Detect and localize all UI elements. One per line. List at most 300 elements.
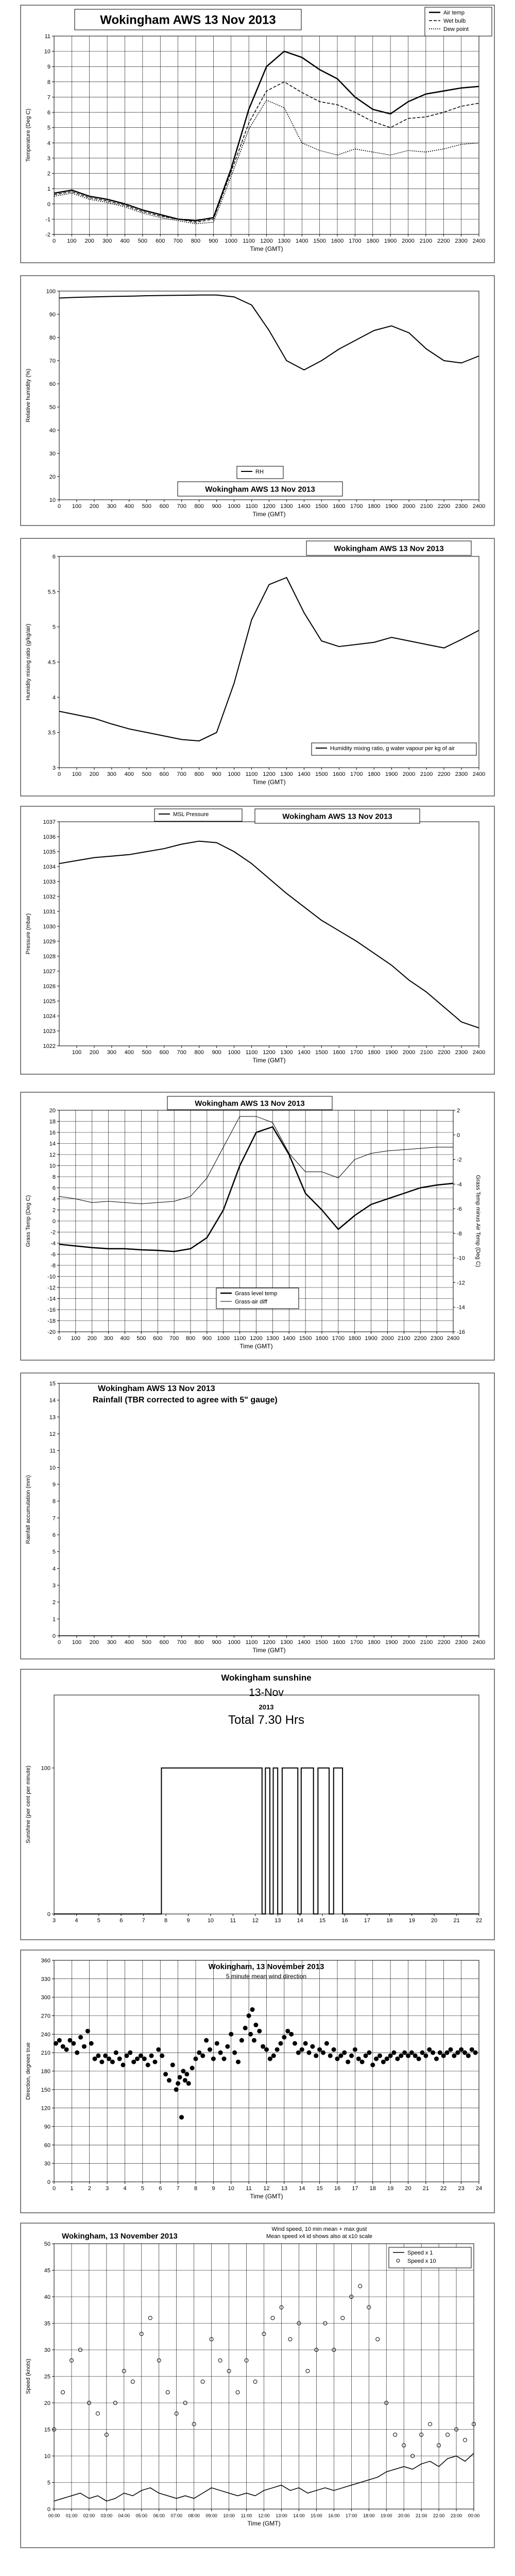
- x-tick-label: 1900: [385, 1049, 398, 1056]
- y-tick-label: 1033: [43, 879, 56, 885]
- y2-tick-label: -10: [457, 1255, 465, 1262]
- y-tick-label: 8: [52, 1498, 56, 1505]
- data-point: [434, 2057, 439, 2061]
- data-point: [392, 2050, 397, 2055]
- x-tick-label: 2300: [430, 1335, 443, 1342]
- x-tick-label: 1800: [368, 503, 381, 510]
- data-point: [441, 2054, 446, 2058]
- y-axis-label: Pressure (mbar): [25, 913, 31, 955]
- x-tick-label: 1700: [350, 1049, 363, 1056]
- x-tick-label: 400: [124, 1639, 134, 1646]
- x-tick-label: 600: [156, 238, 165, 244]
- x-axis-label: Time (GMT): [239, 1343, 273, 1350]
- data-point: [306, 2369, 310, 2373]
- y-tick-label: 30: [44, 2161, 50, 2167]
- data-point: [121, 2063, 126, 2067]
- data-point: [178, 2075, 182, 2079]
- x-tick-label: 2400: [447, 1335, 460, 1342]
- data-point: [446, 2433, 450, 2436]
- x-tick-label: 1400: [298, 503, 311, 510]
- chart-title: Wokingham, 13 November 2013: [62, 2232, 178, 2241]
- y-tick-label: 5: [47, 2480, 50, 2486]
- y-tick-label: 1029: [43, 939, 56, 945]
- x-tick-label: 21:00: [415, 2513, 427, 2518]
- data-point: [128, 2050, 132, 2055]
- x-tick-label: 200: [84, 238, 94, 244]
- data-point: [455, 2050, 460, 2055]
- data-point: [374, 2057, 379, 2061]
- data-point: [275, 2047, 280, 2052]
- y-tick-label: 11: [49, 1448, 56, 1454]
- data-point: [288, 2337, 292, 2341]
- data-point: [466, 2054, 471, 2058]
- y-tick-label: -2: [50, 1229, 56, 1236]
- y-tick-label: 10: [44, 48, 50, 55]
- x-tick-label: 1400: [298, 771, 311, 777]
- y-tick-label: 360: [41, 1958, 50, 1964]
- plot-area: [59, 556, 479, 768]
- x-tick-label: 700: [177, 771, 186, 777]
- legend-label: Speed x 10: [407, 2258, 436, 2264]
- x-tick-label: 14: [297, 1918, 303, 1924]
- x-tick-label: 1800: [366, 238, 379, 244]
- x-tick-label: 2300: [455, 503, 468, 510]
- y-tick-label: 60: [49, 381, 56, 387]
- y-tick-label: 80: [49, 335, 56, 341]
- data-point: [470, 2047, 474, 2052]
- data-point: [328, 2054, 333, 2058]
- data-point: [338, 2054, 343, 2058]
- x-tick-label: 01:00: [65, 2513, 78, 2518]
- y-axis-label: Relative humidity (%): [25, 368, 31, 422]
- y-tick-label: 5: [52, 624, 56, 631]
- y-tick-label: 3: [52, 1583, 56, 1589]
- x-tick-label: 8: [164, 1918, 168, 1924]
- x-tick-label: 500: [142, 1049, 151, 1056]
- x-tick-label: 07:00: [170, 2513, 182, 2518]
- data-point: [268, 2057, 272, 2061]
- y-tick-label: 40: [44, 2294, 50, 2300]
- x-axis-label: Time (GMT): [250, 245, 283, 252]
- data-point: [163, 2072, 168, 2076]
- x-tick-label: 5: [97, 1918, 100, 1924]
- chart-year: 2013: [259, 1703, 274, 1711]
- x-tick-label: 100: [71, 1335, 81, 1342]
- data-point: [341, 2316, 345, 2320]
- y-tick-label: 6: [47, 110, 50, 116]
- x-tick-label: 1500: [315, 771, 328, 777]
- x-tick-label: 100: [72, 771, 82, 777]
- y-tick-label: 1025: [43, 998, 56, 1005]
- data-point: [285, 2029, 290, 2033]
- x-tick-label: 600: [159, 1639, 169, 1646]
- x-tick-label: 0: [57, 503, 61, 510]
- data-point: [332, 2047, 336, 2052]
- x-tick-label: 1200: [263, 1049, 276, 1056]
- x-tick-label: 1800: [368, 1639, 381, 1646]
- data-point: [420, 2050, 425, 2055]
- data-point: [208, 2047, 212, 2052]
- x-tick-label: 0: [57, 1335, 61, 1342]
- chart-frame: [21, 538, 494, 796]
- data-point: [181, 2069, 185, 2074]
- y-tick-label: 180: [41, 2069, 50, 2075]
- legend-label: Wet bulb: [443, 18, 466, 24]
- data-point: [179, 2115, 184, 2120]
- data-point: [229, 2032, 233, 2037]
- data-point: [96, 2412, 99, 2415]
- x-tick-label: 300: [102, 238, 112, 244]
- x-tick-label: 24: [475, 2185, 483, 2192]
- data-point: [96, 2054, 100, 2058]
- chart-subtitle: 5 minute mean wind direction: [226, 1973, 307, 1980]
- y-tick-label: 6: [52, 1532, 56, 1538]
- y-tick-label: 150: [41, 2087, 50, 2093]
- y-tick-label: 1028: [43, 954, 56, 960]
- x-tick-label: 300: [107, 771, 117, 777]
- y-tick-label: 2: [47, 171, 50, 177]
- data-point: [388, 2054, 393, 2058]
- x-tick-label: 16: [341, 1918, 348, 1924]
- x-tick-label: 02:00: [83, 2513, 95, 2518]
- x-tick-label: 1300: [280, 771, 293, 777]
- data-point: [342, 2050, 347, 2055]
- x-tick-label: 800: [191, 238, 201, 244]
- x-tick-label: 6: [119, 1918, 123, 1924]
- x-tick-label: 2400: [472, 503, 486, 510]
- data-point: [289, 2032, 294, 2037]
- y-tick-label: 45: [44, 2267, 50, 2274]
- x-tick-label: 13: [274, 1918, 281, 1924]
- x-tick-label: 2000: [402, 238, 415, 244]
- data-point: [243, 2026, 248, 2030]
- x-tick-label: 300: [107, 1639, 117, 1646]
- data-point: [464, 2438, 467, 2442]
- data-point: [310, 2044, 315, 2049]
- data-point: [239, 2038, 244, 2043]
- y-tick-label: 9: [52, 1482, 56, 1488]
- data-point: [93, 2057, 97, 2061]
- data-point: [300, 2047, 304, 2052]
- x-tick-label: 03:00: [100, 2513, 113, 2518]
- y-tick-label: 90: [49, 312, 56, 318]
- data-point: [393, 2433, 397, 2436]
- y-tick-label: 1: [52, 1616, 56, 1623]
- y-tick-label: 1035: [43, 849, 56, 855]
- y-tick-label: 13: [49, 1414, 56, 1421]
- data-point: [335, 2057, 340, 2061]
- data-point: [184, 2072, 189, 2076]
- x-tick-label: 300: [104, 1335, 113, 1342]
- x-tick-label: 800: [194, 503, 204, 510]
- x-tick-label: 1700: [349, 238, 362, 244]
- y-tick-label: 10: [44, 2453, 50, 2460]
- x-tick-label: 1700: [350, 503, 363, 510]
- data-point: [261, 2044, 265, 2049]
- x-tick-label: 2300: [455, 1639, 468, 1646]
- data-point: [142, 2057, 147, 2061]
- data-point: [271, 2054, 276, 2058]
- x-tick-label: 2100: [420, 503, 433, 510]
- chart-title: Wokingham AWS 13 Nov 2013: [205, 485, 315, 494]
- data-point: [160, 2054, 164, 2058]
- y-tick-label: -2: [45, 232, 50, 238]
- x-tick-label: 1900: [384, 238, 397, 244]
- x-tick-label: 1200: [263, 771, 276, 777]
- x-tick-label: 1600: [333, 771, 346, 777]
- plot-area: [59, 1383, 479, 1636]
- chart-title: Wokingham AWS 13 Nov 2013: [195, 1099, 305, 1108]
- data-point: [271, 2316, 274, 2320]
- x-tick-label: 0: [52, 238, 56, 244]
- y-tick-label: 1031: [43, 909, 56, 915]
- data-point: [186, 2081, 191, 2086]
- data-point: [236, 2060, 241, 2064]
- x-tick-label: 15:00: [311, 2513, 322, 2518]
- y-tick-label: 30: [44, 2347, 50, 2353]
- y-tick-label: 240: [41, 2031, 50, 2038]
- y-tick-label: -16: [47, 1307, 56, 1313]
- y-tick-label: 270: [41, 2013, 50, 2020]
- data-point: [211, 2057, 216, 2061]
- chart-frame: [21, 806, 494, 1074]
- x-tick-label: 12:00: [258, 2513, 270, 2518]
- y-axis-label: Direction, degrees true: [25, 2042, 31, 2100]
- data-point: [395, 2057, 400, 2061]
- data-point: [166, 2391, 169, 2394]
- data-point: [85, 2029, 90, 2033]
- y-tick-label: 10: [49, 1163, 56, 1170]
- y-axis-label: Rainfall accumulation (mm): [25, 1475, 31, 1544]
- x-tick-label: 22: [440, 2185, 447, 2192]
- data-point: [176, 2081, 180, 2086]
- x-tick-label: 200: [89, 503, 99, 510]
- chart-frame: [21, 1373, 494, 1659]
- x-tick-label: 600: [153, 1335, 163, 1342]
- data-point: [445, 2050, 450, 2055]
- x-tick-label: 21: [453, 1918, 460, 1924]
- x-tick-label: 23:00: [450, 2513, 462, 2518]
- x-tick-label: 00:00: [48, 2513, 60, 2518]
- x-tick-label: 700: [169, 1335, 179, 1342]
- y-tick-label: 5: [47, 125, 50, 131]
- data-point: [303, 2041, 308, 2046]
- x-tick-label: 2100: [420, 1049, 433, 1056]
- y2-axis-label: Grass Temp minus Air Temp (Deg C): [475, 1175, 481, 1267]
- x-tick-label: 12: [252, 1918, 259, 1924]
- x-tick-label: 800: [194, 771, 204, 777]
- data-point: [376, 2337, 380, 2341]
- x-tick-label: 2000: [381, 1335, 394, 1342]
- x-tick-label: 500: [142, 503, 151, 510]
- y-tick-label: 1037: [43, 819, 56, 825]
- y-tick-label: 7: [47, 94, 50, 101]
- y-tick-label: 14: [49, 1397, 56, 1404]
- x-tick-label: 18: [369, 2185, 376, 2192]
- plot-area: [54, 1695, 479, 1914]
- x-tick-label: 3: [52, 1918, 56, 1924]
- x-tick-label: 2000: [402, 771, 416, 777]
- data-point: [204, 2038, 209, 2043]
- y-tick-label: 4: [52, 1566, 56, 1572]
- x-tick-label: 1900: [385, 1639, 398, 1646]
- x-tick-label: 0: [52, 2185, 56, 2192]
- data-point: [377, 2054, 382, 2058]
- x-tick-label: 1400: [298, 1639, 311, 1646]
- y-tick-label: 3.5: [47, 730, 56, 736]
- data-point: [167, 2078, 171, 2082]
- data-point: [264, 2047, 269, 2052]
- x-tick-label: 800: [194, 1049, 204, 1056]
- y-tick-label: -1: [45, 216, 50, 223]
- y-tick-label: 1026: [43, 984, 56, 990]
- y-tick-label: 210: [41, 2050, 50, 2057]
- data-point: [148, 2316, 152, 2320]
- y2-tick-label: -8: [457, 1230, 462, 1237]
- x-tick-label: 1500: [315, 1049, 328, 1056]
- series-line: [59, 295, 479, 370]
- x-tick-label: 1700: [350, 771, 363, 777]
- y2-tick-label: -14: [457, 1304, 465, 1311]
- data-point: [248, 2032, 253, 2037]
- data-point: [135, 2057, 140, 2061]
- x-tick-label: 9: [212, 2185, 215, 2192]
- legend-label: Air temp: [443, 10, 465, 16]
- x-tick-label: 100: [72, 1049, 82, 1056]
- y-tick-label: 20: [44, 2400, 50, 2406]
- x-tick-label: 1: [70, 2185, 74, 2192]
- x-tick-label: 17: [364, 1918, 371, 1924]
- x-tick-label: 300: [107, 503, 117, 510]
- data-point: [99, 2060, 104, 2064]
- x-tick-label: 05:00: [135, 2513, 148, 2518]
- x-tick-label: 200: [89, 771, 99, 777]
- x-tick-label: 9: [186, 1918, 190, 1924]
- y-tick-label: 7: [52, 1515, 56, 1522]
- y-tick-label: 50: [44, 2241, 50, 2247]
- x-tick-label: 1100: [245, 503, 258, 510]
- x-tick-label: 600: [159, 771, 169, 777]
- x-tick-label: 600: [159, 503, 169, 510]
- x-tick-label: 15: [316, 2185, 323, 2192]
- x-tick-label: 04:00: [118, 2513, 130, 2518]
- data-point: [57, 2038, 62, 2043]
- x-tick-label: 1400: [296, 238, 308, 244]
- x-tick-label: 800: [194, 1639, 204, 1646]
- y-tick-label: 15: [49, 1381, 56, 1387]
- data-point: [71, 2041, 76, 2046]
- y-tick-label: -4: [50, 1241, 56, 1247]
- x-tick-label: 19: [387, 2185, 394, 2192]
- data-point: [200, 2054, 205, 2058]
- y-tick-label: -18: [47, 1318, 56, 1325]
- data-point: [349, 2054, 354, 2058]
- x-tick-label: 1000: [228, 771, 241, 777]
- y-tick-label: 2: [52, 1599, 56, 1606]
- y-tick-label: 4: [52, 1196, 56, 1202]
- y-tick-label: 25: [44, 2374, 50, 2380]
- data-point: [423, 2054, 428, 2058]
- y-tick-label: 8: [47, 79, 50, 86]
- y-tick-label: 330: [41, 1976, 50, 1982]
- data-point: [452, 2054, 456, 2058]
- y-tick-label: 300: [41, 1994, 50, 2001]
- y-tick-label: 100: [41, 1765, 50, 1772]
- x-tick-label: 500: [142, 771, 151, 777]
- x-tick-label: 13: [281, 2185, 287, 2192]
- data-point: [61, 2044, 65, 2049]
- y-tick-label: 5.5: [47, 589, 56, 596]
- x-tick-label: 1600: [315, 1335, 329, 1342]
- x-tick-label: 700: [173, 238, 183, 244]
- x-tick-label: 16:00: [328, 2513, 340, 2518]
- y-tick-label: -12: [47, 1285, 56, 1291]
- data-point: [218, 2050, 223, 2055]
- x-tick-label: 1300: [278, 238, 291, 244]
- x-tick-label: 400: [120, 238, 130, 244]
- chart-subtitle: 13-Nov: [249, 1687, 284, 1699]
- x-tick-label: 700: [177, 503, 186, 510]
- data-point: [218, 2359, 222, 2362]
- x-tick-label: 1000: [217, 1335, 230, 1342]
- sunshine-trace: [54, 1768, 479, 1914]
- chart-subtitle-2: Mean speed x4 id shows also at x10 scale: [266, 2233, 373, 2240]
- data-point: [381, 2060, 386, 2064]
- y-tick-label: 18: [49, 1118, 56, 1125]
- legend-label: Dew point: [443, 26, 469, 32]
- data-point: [170, 2063, 175, 2067]
- data-point: [427, 2047, 432, 2052]
- chart-frame: [21, 5, 494, 263]
- y-tick-label: 1030: [43, 924, 56, 930]
- y-tick-label: 4: [47, 140, 50, 147]
- x-tick-label: 600: [159, 1049, 169, 1056]
- y-tick-label: 1022: [43, 1043, 56, 1049]
- y-axis-label: Humidity mixing ratio (g/kg/air): [25, 623, 31, 701]
- data-point: [417, 2057, 421, 2061]
- x-tick-label: 15: [319, 1918, 326, 1924]
- x-tick-label: 6: [159, 2185, 162, 2192]
- y-tick-label: 90: [44, 2124, 50, 2130]
- data-point: [64, 2047, 69, 2052]
- x-tick-label: 400: [124, 1049, 134, 1056]
- data-point: [197, 2050, 201, 2055]
- y-axis-label: Speed (knots): [25, 2359, 31, 2394]
- x-tick-label: 1200: [263, 503, 276, 510]
- x-tick-label: 1400: [298, 1049, 311, 1056]
- x-tick-label: 2300: [455, 771, 468, 777]
- x-tick-label: 17: [352, 2185, 358, 2192]
- x-tick-label: 10: [207, 1918, 214, 1924]
- y-tick-label: 60: [44, 2142, 50, 2149]
- y-tick-label: 12: [49, 1431, 56, 1437]
- x-tick-label: 2200: [437, 1639, 451, 1646]
- data-point: [324, 2041, 329, 2046]
- y-tick-label: 11: [44, 33, 50, 40]
- data-point: [257, 2029, 262, 2033]
- x-tick-label: 4: [123, 2185, 127, 2192]
- chart-title: Wokingham sunshine: [221, 1673, 312, 1683]
- chart-frame: [21, 2223, 494, 2548]
- data-point: [321, 2050, 325, 2055]
- x-tick-label: 100: [67, 238, 77, 244]
- y-tick-label: 1: [47, 186, 50, 193]
- x-tick-label: 13:00: [276, 2513, 287, 2518]
- y-tick-label: 20: [49, 474, 56, 480]
- y-tick-label: 100: [46, 289, 56, 295]
- legend-label: Grass level temp: [235, 1291, 278, 1297]
- y-tick-label: 35: [44, 2320, 50, 2327]
